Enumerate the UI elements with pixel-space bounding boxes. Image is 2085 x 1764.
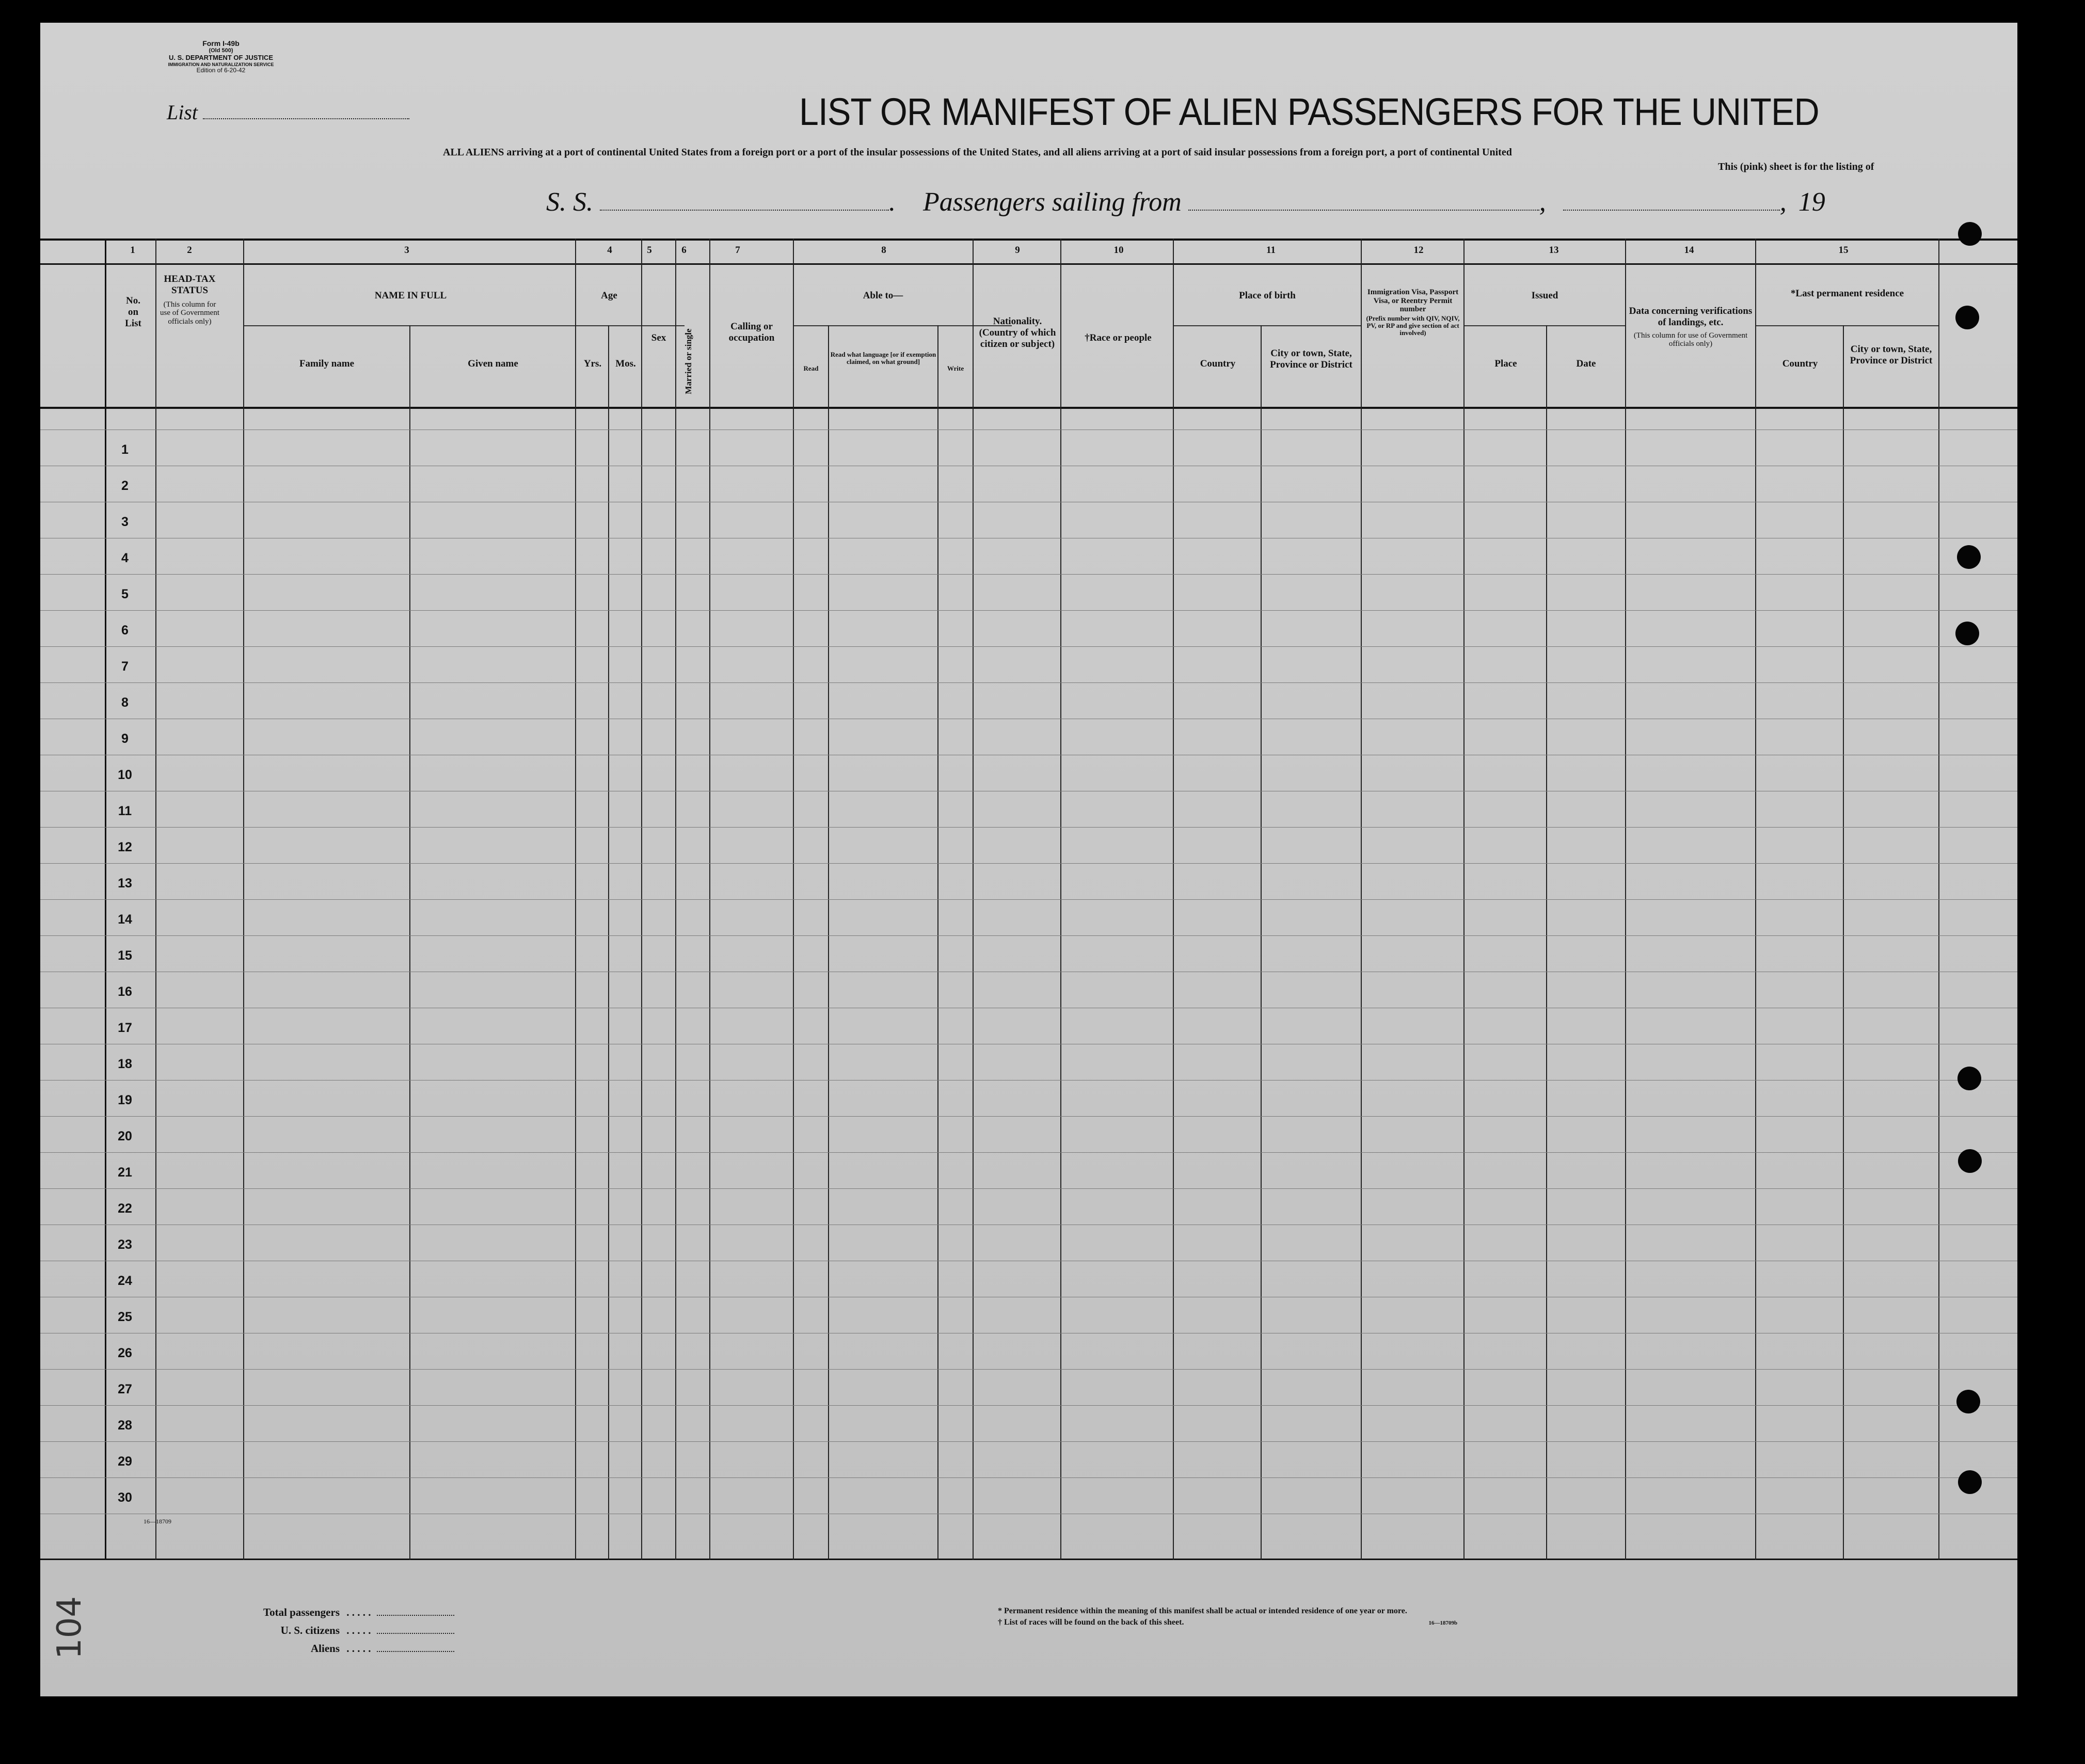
form-edition: Edition of 6-20-42 <box>196 67 246 74</box>
hdr-head-tax <box>157 274 222 326</box>
hdr-age: Age <box>601 290 617 301</box>
hdr-data-concerning-note: (This column for use of Government officials only) <box>1633 331 1748 348</box>
hdr-sex: Sex <box>651 332 666 343</box>
hdr-name-in-full: NAME IN FULL <box>374 290 447 301</box>
form-info <box>164 39 278 74</box>
punch-hole <box>1955 622 1979 645</box>
hdr-able-to: Able to— <box>863 290 903 301</box>
colno-14: 14 <box>1684 245 1694 256</box>
row-number: 12 <box>118 840 132 854</box>
punch-hole <box>1957 545 1981 569</box>
row-number: 16 <box>118 984 132 999</box>
totals-row <box>252 1622 454 1640</box>
row-number: 23 <box>118 1237 132 1252</box>
row-rule <box>40 1477 2017 1478</box>
hdr-birth-country: Country <box>1200 358 1236 369</box>
totals-block <box>252 1603 454 1658</box>
row-number: 7 <box>121 659 129 674</box>
hdr-nationality: Nationality. (Country of which citizen or subject) <box>979 316 1056 349</box>
footnotes <box>998 1606 1457 1629</box>
row-number: 27 <box>118 1382 132 1396</box>
ship-line: S. S. . Passengers sailing from , , 19 <box>546 187 1825 217</box>
hdr-place-of-birth: Place of birth <box>1239 290 1296 301</box>
colno-4: 4 <box>607 245 612 256</box>
colno-5: 5 <box>647 245 652 256</box>
manifest-table <box>40 239 2017 1560</box>
row-number: 17 <box>118 1021 132 1035</box>
total-passengers-label: Total passengers <box>263 1606 340 1618</box>
row-number: 18 <box>118 1057 132 1071</box>
punch-hole <box>1955 306 1979 329</box>
hdr-given-name: Given name <box>468 358 518 369</box>
colno-9: 9 <box>1015 245 1020 256</box>
form-number: Form I-49b <box>202 39 240 47</box>
row-rule <box>40 827 2017 828</box>
form-department: U. S. DEPARTMENT OF JUSTICE <box>169 53 273 61</box>
row-number: 6 <box>121 623 129 638</box>
row-number: 25 <box>118 1310 132 1324</box>
row-number: 14 <box>118 912 132 927</box>
hdr-head-tax-title: HEAD-TAX STATUS <box>164 274 216 296</box>
hdr-no-on-list: No. on List <box>125 295 141 329</box>
colno-15: 15 <box>1838 245 1849 256</box>
row-rule <box>40 1369 2017 1370</box>
list-label: List <box>167 101 198 124</box>
hdr-write: Write <box>947 364 964 372</box>
row-number: 9 <box>121 732 129 746</box>
row-number: 11 <box>118 804 132 818</box>
aliens-label: Aliens <box>310 1642 340 1655</box>
row-rule <box>40 1441 2017 1442</box>
row-number: 30 <box>118 1490 132 1505</box>
date-blank <box>1563 210 1780 211</box>
footnote-permanent: * Permanent residence within the meaning of this manifest shall be actual or intended residence of one year or more. <box>998 1607 1407 1615</box>
row-number: 5 <box>121 587 129 601</box>
hdr-family-name: Family name <box>299 358 355 369</box>
leader-dots: . . . . . <box>346 1624 371 1636</box>
row-number: 19 <box>118 1093 132 1107</box>
colno-2: 2 <box>187 245 192 256</box>
row-rule <box>40 863 2017 864</box>
punch-hole <box>1958 1149 1982 1173</box>
row-number: 26 <box>118 1346 132 1360</box>
punch-hole <box>1956 1390 1980 1413</box>
row-number: 22 <box>118 1201 132 1216</box>
list-field <box>167 100 409 124</box>
aliens-blank <box>377 1651 454 1652</box>
row-rule <box>40 682 2017 683</box>
leader-dots: . . . . . <box>346 1642 371 1655</box>
totals-row <box>252 1640 454 1658</box>
row-rule <box>40 935 2017 936</box>
hdr-birth-city: City or town, State, Province or District <box>1270 348 1352 370</box>
us-citizens-blank <box>377 1633 454 1634</box>
row-number: 13 <box>118 876 132 891</box>
punch-hole <box>1957 1067 1981 1090</box>
row-number: 4 <box>121 551 129 565</box>
row-number: 3 <box>121 515 129 529</box>
hdr-immigration-visa <box>1362 288 1464 337</box>
leader-dots: . . . . . <box>346 1606 371 1618</box>
footnote-races: † List of races will be found on the back of this sheet. <box>998 1618 1184 1627</box>
rows-body <box>40 409 2017 1560</box>
row-rule <box>40 646 2017 647</box>
colno-6: 6 <box>681 245 687 256</box>
row-number: 20 <box>118 1129 132 1143</box>
footnote-print-code: 16—18709b <box>1428 1620 1458 1626</box>
ss-blank <box>600 210 889 211</box>
sailing-label: Passengers sailing from <box>923 187 1182 217</box>
hdr-read-language: Read what language [or if exemption claimed, on what ground] <box>830 351 936 366</box>
row-rule <box>40 1116 2017 1117</box>
row-rule <box>40 1405 2017 1406</box>
row-number: 8 <box>121 695 129 710</box>
hdr-immigration-visa-title: Immigration Visa, Passport Visa, or Reentry Permit number <box>1367 288 1459 313</box>
row-number: 1 <box>121 442 129 457</box>
subtitle-line-2: This (pink) sheet is for the listing of <box>1718 161 1874 172</box>
totals-row <box>252 1603 454 1622</box>
row-number: 2 <box>121 479 129 493</box>
row-rule <box>40 610 2017 611</box>
row-number: 21 <box>118 1165 132 1180</box>
punch-hole <box>1958 222 1982 246</box>
row-number: 15 <box>118 948 132 963</box>
colno-7: 7 <box>735 245 740 256</box>
form-service: IMMIGRATION AND NATURALIZATION SERVICE <box>168 61 274 67</box>
colno-11: 11 <box>1266 245 1276 256</box>
sailing-blank <box>1188 210 1539 211</box>
colno-12: 12 <box>1413 245 1424 256</box>
row-number: 10 <box>118 768 132 782</box>
row-rule <box>40 1188 2017 1189</box>
sailing-comma: , <box>1539 187 1546 217</box>
hdr-data-concerning-title: Data concerning verifications of landings, etc. <box>1629 306 1753 328</box>
colno-3: 3 <box>404 245 409 256</box>
row-number: 24 <box>118 1274 132 1288</box>
row-rule <box>40 899 2017 900</box>
colno-13: 13 <box>1549 245 1559 256</box>
hdr-yrs: Yrs. <box>583 358 602 369</box>
hdr-issued-place: Place <box>1494 358 1517 369</box>
hdr-race: †Race or people <box>1085 332 1152 343</box>
hdr-immigration-visa-note: (Prefix number with QIV, NQIV, PV, or RP and give section of act involved) <box>1366 314 1460 337</box>
colno-8: 8 <box>881 245 886 256</box>
us-citizens-label: U. S. citizens <box>280 1624 340 1636</box>
list-blank <box>203 118 409 119</box>
row-number: 28 <box>118 1418 132 1433</box>
page-title: LIST OR MANIFEST OF ALIEN PASSENGERS FOR THE UNITED <box>799 90 1819 133</box>
total-passengers-blank <box>377 1615 454 1616</box>
colno-10: 10 <box>1113 245 1124 256</box>
hdr-res-country: Country <box>1782 358 1818 369</box>
subtitle-line-1: ALL ALIENS arriving at a port of continental United States from a foreign port or a port of the insular possessions of the United States, and all aliens arriving at a port of said insular possessions from a foreign port, a port of continental United <box>443 147 1512 158</box>
hdr-last-residence: *Last permanent residence <box>1790 288 1904 299</box>
hdr-read: Read <box>803 364 819 372</box>
row-rule <box>40 574 2017 575</box>
hdr-data-concerning <box>1626 306 1755 348</box>
hdr-issued-date: Date <box>1576 358 1596 369</box>
punch-hole <box>1958 1470 1982 1494</box>
hdr-res-city: City or town, State, Province or District <box>1850 344 1933 366</box>
footnote-races-row <box>998 1617 1457 1629</box>
hdr-married-single: Married or single <box>683 328 693 394</box>
hdr-mos: Mos. <box>615 358 636 369</box>
print-code-left: 16—18709 <box>144 1518 171 1525</box>
hdr-calling: Calling or occupation <box>728 321 775 343</box>
colno-1: 1 <box>130 245 135 256</box>
ss-label: S. S. <box>546 187 593 217</box>
row-number: 29 <box>118 1454 132 1469</box>
row-rule <box>40 1152 2017 1153</box>
hdr-head-tax-note: (This column for use of Government officials only) <box>160 300 219 326</box>
manifest-sheet <box>40 23 2017 1696</box>
year-prefix: 19 <box>1798 187 1825 217</box>
hdr-issued: Issued <box>1531 290 1558 301</box>
form-old-number: (Old 500) <box>209 47 233 54</box>
handwritten-number: 104 <box>51 1596 89 1659</box>
